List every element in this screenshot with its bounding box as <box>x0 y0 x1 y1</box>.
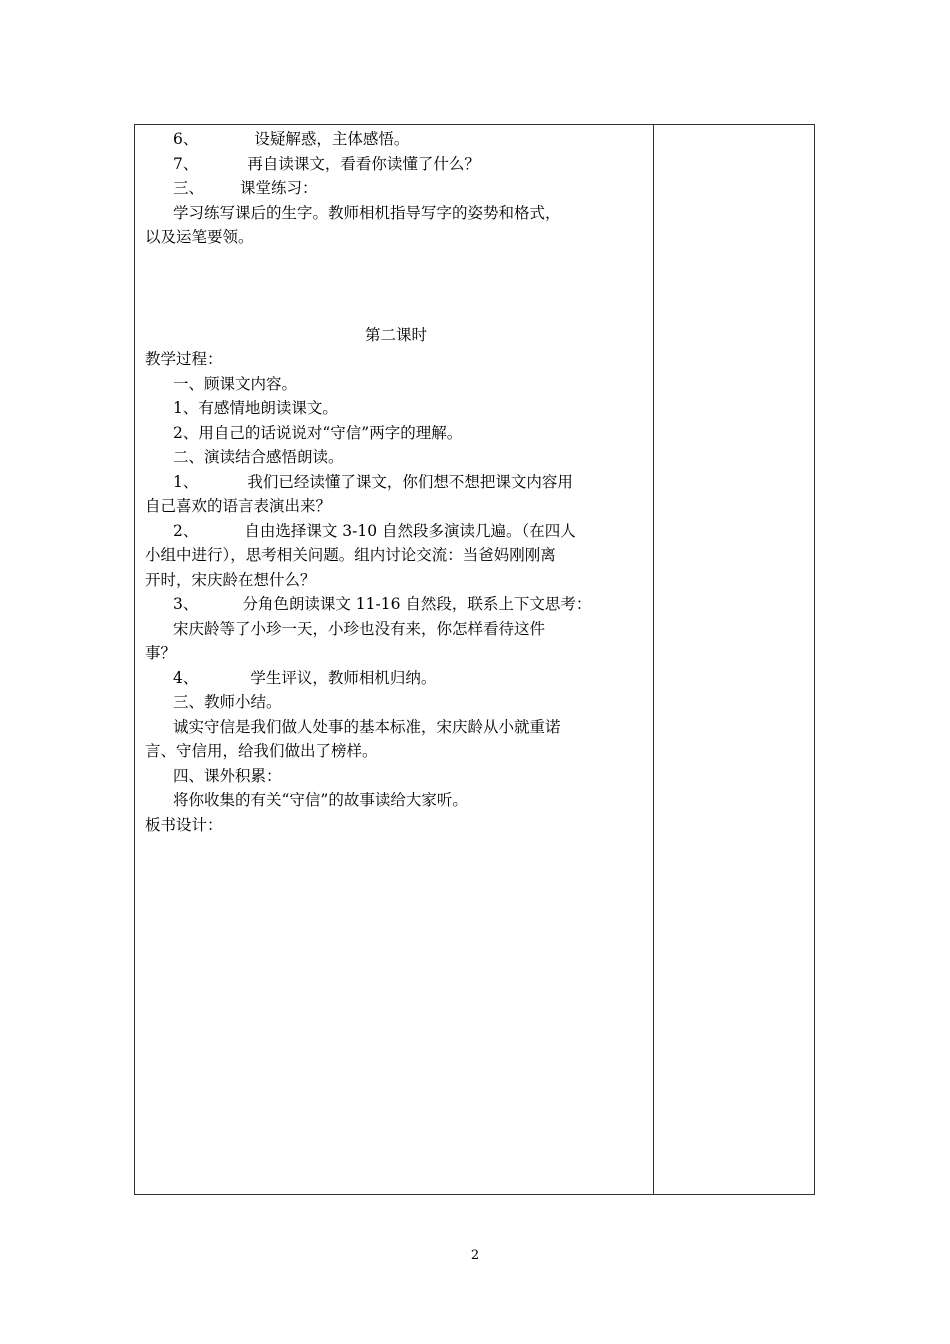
content-cell <box>145 125 647 837</box>
perform-item-1-cont: 自己喜欢的语言表演出来？ <box>145 497 332 515</box>
extra-heading: 四、课外积累： <box>173 766 282 785</box>
summary-line-1: 诚实守信是我们做人处事的基本标准，宋庆龄从小就重诺 <box>173 717 561 736</box>
perform-item-3: 3、 分角色朗读课文 11-16 自然段，联系上下文思考： <box>173 595 592 613</box>
perform-item-2-cont-1: 小组中进行），思考相关问题。组内讨论交流：当爸妈刚刚离 <box>145 546 556 564</box>
extra-text: 将你收集的有关“守信”的故事读给大家听。 <box>173 791 468 809</box>
practice-line-1: 学习练写课后的生字。教师相机指导写字的姿势和格式， <box>173 203 561 222</box>
perform-item-4: 4、 学生评议，教师相机归纳。 <box>173 668 437 687</box>
perform-item-2: 2、 自由选择课文 3-10 自然段多演读几遍。（在四人 <box>173 521 576 540</box>
perform-item-3-cont: 事？ <box>145 644 177 662</box>
review-item-1: 1、有感情地朗读课文。 <box>173 399 338 417</box>
perform-item-2-cont-2: 开时，宋庆龄在想什么？ <box>145 570 316 589</box>
practice-line-2: 以及运笔要领。 <box>145 228 254 246</box>
section-practice-heading: 三、 课堂练习： <box>173 179 318 197</box>
lesson-plan-table <box>134 124 815 1195</box>
step-7: 7、 再自读课文，看看你读懂了什么？ <box>173 154 480 173</box>
column-divider <box>653 125 654 1194</box>
step-6: 6、 设疑解惑，主体感悟。 <box>173 130 410 148</box>
perform-heading: 二、演读结合感悟朗读。 <box>173 448 344 466</box>
review-heading: 一、顾课文内容。 <box>173 374 298 393</box>
summary-heading: 三、教师小结。 <box>173 693 282 711</box>
summary-line-2: 言、守信用，给我们做出了榜样。 <box>145 742 378 760</box>
board-design-label: 板书设计： <box>145 815 223 834</box>
process-label: 教学过程： <box>145 350 223 368</box>
page-number: 2 <box>470 1248 480 1263</box>
perform-item-1: 1、 我们已经读懂了课文，你们想不想把课文内容用 <box>173 472 573 491</box>
perform-item-3-question: 宋庆龄等了小珍一天，小珍也没有来，你怎样看待这件 <box>173 619 546 638</box>
lesson-title: 第二课时 <box>364 325 427 344</box>
review-item-2: 2、用自己的话说说对“守信”两字的理解。 <box>173 423 463 442</box>
